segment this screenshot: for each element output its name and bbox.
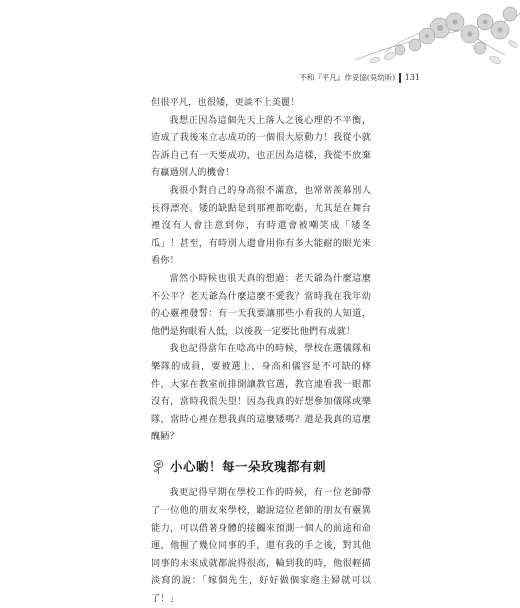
paragraph-5: 我也記得當年在唸高中的時候，學校在選儀隊和樂隊的成員，要被選上，身高和儀容是不可缺的條件，大家在教室前排開讓教官選，教官連看我一眼都沒有，當時我很失望！因為我真的好想參加儀隊或樂隊，當時心裡在想我真的這麼矮嗎？還是我真的這麼醜陋？ xyxy=(151,343,371,443)
rose-icon xyxy=(151,459,166,475)
paragraph-6: 我更記得早期在學校工作的時候，有一位老師帶了一位他的朋友來學校，聽說這位老師的朋友有靈異能力，可以借著身體的接觸來預測一個人的前途和命運，他握了幾位同事的手，還有我的手之後，對其他同事的未來成就都說得很高，輪到我的時，他很輕描淡寫的說：「嫁個先生，好好做個家庭主婦就可以了！」 xyxy=(151,487,371,605)
paragraph-1: 但很平凡，也很矮，更談不上美麗！ xyxy=(151,97,300,108)
paragraph-3: 我很小對自己的身高很不滿意，也常常羨慕別人長得漂亮。矮的缺點是到那裡都吃虧，尤其是在舞台裡沒有人會注意到你，有時還會被嘲笑成「矮冬瓜」！甚至，有時別人還會用你有多大能耐的眼光來看你！ xyxy=(151,184,371,267)
paragraph-4: 當然小時候也很天真的想過：老天爺為什麼這麼不公平？老天爺為什麼這麼不愛我？當時我在我年幼的心靈裡發誓：有一天我要讓那些小看我的人知道，他們是狗眼看人低，以後我一定要比他們有成就！ xyxy=(151,272,371,337)
body-text xyxy=(151,94,371,608)
header-divider xyxy=(399,73,401,83)
page-number: 131 xyxy=(404,73,420,82)
section-title: 小心喲！每一朵玫瑰都有刺 xyxy=(170,458,327,474)
paragraph-2: 我想正因為這個先天上落人之後心理的不平衡，造成了我後來立志成功的一個很大原動力！我從小就告訴自己有一天要成功，也正因為這樣，我從不放棄有贏過別人的機會！ xyxy=(151,114,371,179)
running-header xyxy=(299,72,420,83)
section-heading xyxy=(151,458,371,476)
flower-illustration xyxy=(345,0,520,72)
running-title: 不和『平凡』作妥協(吳幼昕) xyxy=(299,73,396,82)
